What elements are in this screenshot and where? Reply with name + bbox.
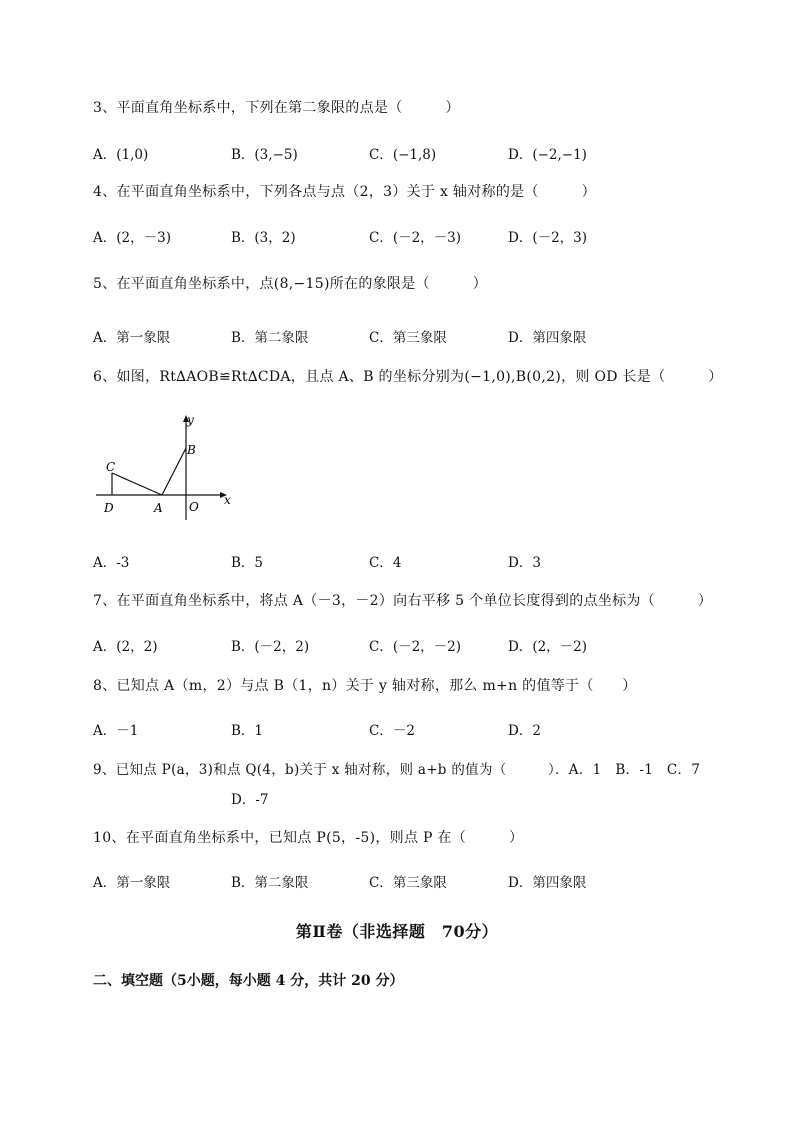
option-c: C．(－2，－3) bbox=[369, 230, 462, 246]
question-10-options bbox=[93, 871, 713, 889]
option-a: A．-3 bbox=[93, 555, 130, 571]
question-7-options bbox=[93, 635, 713, 653]
question-4-stem: 4、在平面直角坐标系中，下列各点与点（2，3）关于 x 轴对称的是（ ） bbox=[93, 184, 596, 200]
question-3-stem: 3、平面直角坐标系中，下列在第二象限的点是（ ） bbox=[93, 100, 460, 116]
question-6-options bbox=[93, 551, 713, 569]
question-10-stem: 10、在平面直角坐标系中，已知点 P(5，-5)，则点 P 在（ ） bbox=[93, 830, 524, 846]
question-6-figure bbox=[90, 408, 250, 528]
option-c: C．－2 bbox=[369, 723, 415, 739]
option-d: D．2 bbox=[508, 723, 541, 739]
option-c: C．第三象限 bbox=[369, 875, 447, 891]
question-5-stem: 5、在平面直角坐标系中，点(8,−15)所在的象限是（ ） bbox=[93, 276, 488, 292]
option-b: B．第二象限 bbox=[231, 875, 309, 891]
question-3-options bbox=[93, 143, 713, 161]
option-c: C．(－2，－2) bbox=[369, 639, 462, 655]
option-b: B．1 bbox=[231, 723, 264, 739]
option-a: A．(2，－3) bbox=[93, 230, 171, 246]
label-b: B bbox=[187, 443, 196, 457]
segment-ca bbox=[112, 473, 162, 495]
label-o: O bbox=[189, 500, 199, 514]
option-c: C．(−1,8) bbox=[369, 147, 437, 163]
option-d: D．(2，－2) bbox=[508, 639, 588, 655]
question-8-options bbox=[93, 719, 713, 737]
question-4-options bbox=[93, 226, 713, 244]
question-5-options bbox=[93, 326, 713, 344]
option-b: B．(－2，2) bbox=[231, 639, 310, 655]
section-title: 第Ⅱ卷（非选择题 70分） bbox=[295, 922, 499, 941]
option-d: D．(－2，3) bbox=[508, 230, 588, 246]
question-9-option-d: D．-7 bbox=[231, 792, 269, 808]
label-d: D bbox=[104, 501, 114, 515]
label-c: C bbox=[106, 460, 116, 474]
option-d: D．(−2,−1) bbox=[508, 147, 587, 163]
option-c: C．第三象限 bbox=[369, 330, 447, 346]
option-d: D．第四象限 bbox=[508, 875, 587, 891]
question-9-stem: 9、已知点 P(a，3)和点 Q(4，b)关于 x 轴对称，则 a+b 的值为（ ）．A．1 B．-1 C．7 bbox=[93, 762, 701, 778]
option-a: A．(2，2) bbox=[93, 639, 158, 655]
part-title: 二、填空题（5小题，每小题 4 分，共计 20 分） bbox=[93, 973, 404, 989]
option-d: D．第四象限 bbox=[508, 330, 587, 346]
option-b: B．(3,−5) bbox=[231, 147, 298, 163]
label-x: x bbox=[224, 493, 231, 507]
label-a: A bbox=[154, 501, 163, 515]
question-7-stem: 7、在平面直角坐标系中，将点 A（－3，－2）向右平移 5 个单位长度得到的点坐标为（ ） bbox=[93, 593, 713, 609]
option-a: A．第一象限 bbox=[93, 875, 171, 891]
option-a: A．(1,0) bbox=[93, 147, 149, 163]
option-b: B．(3，2) bbox=[231, 230, 296, 246]
question-8-stem: 8、已知点 A（m，2）与点 B（1，n）关于 y 轴对称，那么 m+n 的值等于（ ） bbox=[93, 678, 637, 694]
option-a: A．－1 bbox=[93, 723, 139, 739]
option-a: A．第一象限 bbox=[93, 330, 171, 346]
label-y: y bbox=[187, 413, 194, 427]
segment-ab bbox=[162, 448, 186, 495]
option-b: B．5 bbox=[231, 555, 264, 571]
question-6-stem: 6、如图，Rt∆AOB≌Rt∆CDA，且点 A、B 的坐标分别为(−1,0),B(0,2)，则 OD 长是（ ） bbox=[93, 369, 723, 385]
option-c: C．4 bbox=[369, 555, 402, 571]
option-d: D．3 bbox=[508, 555, 541, 571]
option-b: B．第二象限 bbox=[231, 330, 309, 346]
